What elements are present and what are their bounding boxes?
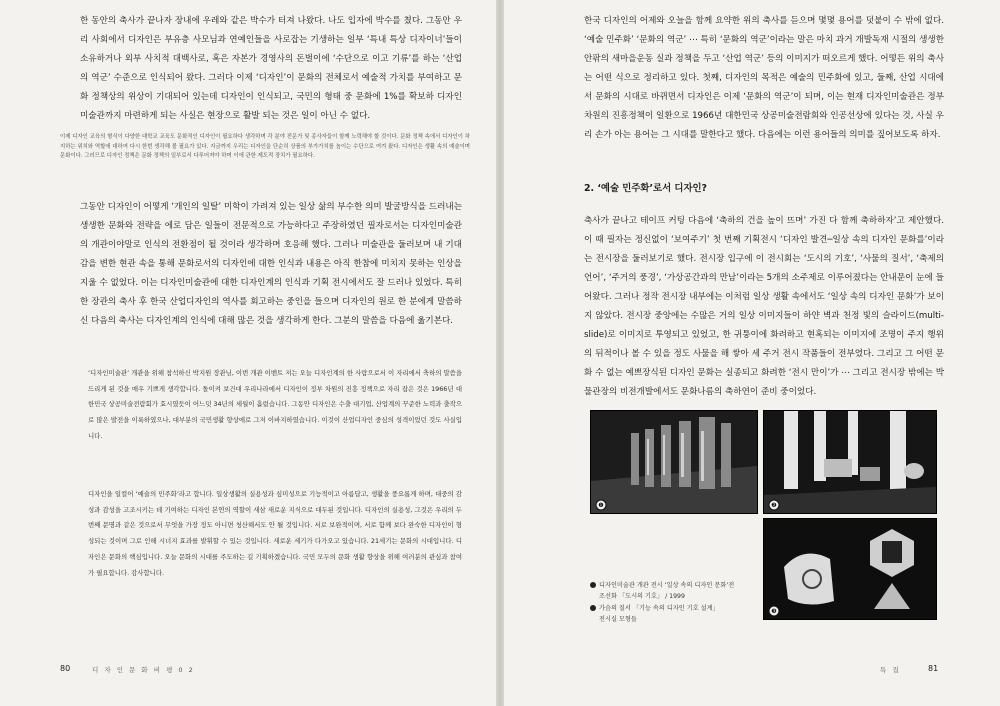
photo-1-illustration [591,411,757,513]
photo-3-number: ❸ [771,608,777,615]
left-quote-1: ‘디자인미술관’ 개관을 위해 참석하신 박지원 장관님, 이번 개관 이벤트 저는 오늘 디자인계의 한 사람으로서 이 자리에서 축하의 말씀을 드리게 된 것을 매우 기쁘게 생각합니다. 돌이켜 보건대 우리나라에서 디자인이 정부 차원의 진흥 정책으로 자리 잡은 것은 1966년 대한민국 상공미술전람회가 효시였듯이 어느덧 34년의 세월이 흘렀습니다. 그동안 디자인은 수출 대기업, 산업계의 꾸준한 노력과 출작으로 많은 발전을 이룩하였으나, 대부분의 국민생활 향상에로 그저 이바지하였습니다. 이것이 산업디자인 중심의 성격이었던 것도 사실입니다. [88,369,462,440]
right-body-paragraph: 축사가 끝나고 테이프 커팅 다음에 ‘축하의 건을 높이 뜨며’ 가진 다 함께 축하하자’고 제안했다. 이 때 필자는 정신없이 ‘보여주기’ 첫 번째 기획전시 ‘디자인 발견─일상 속의 디자인 문화를’이라는 전시장을 둘러보기로 했다. 전시장 입구에 이 전시회는 ‘도시의 기호’, ‘사물의 질서’, ‘축제의 언어’, ‘주거의 풍경’, ‘가상공간과의 만남’이라는 5개의 소주제로 이루어졌다는 안내문이 눈에 들어왔다. 그러나 정작 전시장 내부에는 이처럼 일상 생활 속에서도 ‘일상 속의 디자인 문화’가 보이지 않았다. 전시장 중앙에는 수많은 거의 일상 이미지들이 하얀 벽과 천정 빛의 슬라이드(multi-slide)로 이미지로 투영되고 있었고, 한 귀퉁이에 화려하고 현혹되는 이미지에 조명이 주지 행위의 뒤적이나 볼 수 있을 정도 사물을 해 쌓아 세 주거 전시 작품들이 전부였다. 그리고 그 어떤 문화 수 없는 예쁘장식된 디자인 문화는 실종되고 화려한 ‘전시 만이’가 ⋯ 그리고 전시장 밖에는 박물관장의 비전개발에서도 문화나름의 축하연이 준비 중이었다. [584,216,944,397]
left-intro-paragraph: 한 동안의 축사가 끝나자 장내에 우레와 같은 박수가 터져 나왔다. 나도 입자에 박수를 쳤다. 그동안 우리 사회에서 디자인은 부유층 사모님과 연예인들을 사로잡는 기생하는 일부 ‘특내 특상 디자이너’들이 소유하거나 외부 사치적 대백사로, 혹은 자본가 경영사의 돈벌이에 ‘수단으로 이고 기류’를 하는 ‘산업의 역군’ 수준으로 인식되어 왔다. 그러다 이제 ‘디자인’이 문화의 전체로서 예술적 가치를 부여하고 문화 정책상의 위상이 기대되어 있는데 디자인이 인식되고, 국민의 형태 중 문화에 1%를 확보하 디자인미술관까지 마련하게 되는 사실은 현장으로 활발 되는 것은 일이 아닌 수 없다. [80,16,462,121]
right-intro-paragraph: 한국 디자인의 어제와 오늘을 함께 요약한 위의 축사를 듣으며 몇몇 용어를 덧붙이 수 밖에 없다. ‘예술 민주화’ ‘문화의 역군’ ⋯ 특히 ‘문화의 역군’이라는 말은 마치 과거 개발독재 시절의 생생한 안팎의 새마을운동 실과 정책을 두고 ‘산업 역군’ 등의 이미지가 떠오르게 했다. 어떻든 위의 축사는 어떤 식으로 정리하고 있다. 첫째, 디자인의 목적은 예술의 민주화에 있고, 둘째, 산업 시대에서 문화의 시대로 바뀌면서 디자인은 이제 ‘문화의 역군’이 되며, 이는 현재 디자인미술관은 정부 차원의 진흥정책이 일환으로 1966년 대한민국 상공미술전람회와 인공선상에 있다는 것, 사실 우리 손가 아는 용어는 그 시대를 말한다고 했다. 다음에는 이런 용어들의 의미를 짚어보도록 하자. [584,16,944,140]
right-page [500,0,1000,706]
right-running-head: 특 집 [880,666,901,674]
photo-2-number: ❷ [771,502,777,509]
photo-1-number: ❶ [598,502,604,509]
section-heading: 2. ‘예술 민주화’로서 디자인? [584,183,708,194]
caption-2-text: 가슴의 질서 「기능 속의 디자인 기호 설계」 [599,605,719,612]
caption-1-text: 디자인미술관 개관 전시 ‘일상 속의 디자인 문화’전 [599,582,735,589]
photo-2-illustration [764,411,936,513]
exhibition-photo-3 [763,518,937,620]
left-running-head: 디 자 인 문 화 비 평 0 2 [92,666,195,674]
caption-1-sub: 조선화 「도시의 기호」 / 1999 [599,593,685,600]
left-quote-2: 디자인을 일컬어 ‘예술의 민주화’라고 합니다. 일상생활의 실용성과 심미성으로 기능적이고 아름답고, 생활을 풍요롭게 하며, 대중의 감성과 감성을 고조시키는 데 기여하는 디자인 본연의 역할이 새삼 새로운 지식으로 대두된 것입니다. 디자인의 실용성, 그것은 우리의 두 번째 문명과 같은 것으로서 무엇을 가장 정도 아니면 청산해서도 안 될 것입니다. 서로 보완적이며, 서로 함께 보다 완숙한 디자인이 형성되는 것이며 그로 인해 시너지 효과를 발휘할 수 있는 것입니다. 새로운 세기가 다가오고 있습니다. 21세기는 문화의 시대입니다. 디자인은 문화의 핵심입니다. 오늘 문화의 시대를 주도하는 길 기획하겠습니다. 국민 모두의 문화 생활 향상을 위해 여러분의 관심과 참여가 필요합니다. 감사합니다. [88,490,462,577]
left-page-number: 80 [60,664,71,673]
bullet-icon [590,582,596,588]
caption-2-sub: 전시실 모형들 [599,616,637,623]
bullet-icon [590,605,596,611]
left-body-paragraph: 그동안 디자인이 어떻게 ‘개인의 일탈’ 미학이 가려져 있는 일상 삶의 부수한 의미 발굴방식을 드러내는 생생한 문화와 전략을 에로 담은 일들이 전문적으로 가능하다고 주장하였던 필자로서는 디자인미술관의 개관이야말로 인식의 전환점이 될 것이라 생각하며 호응해 했다. 그러나 미술관을 둘러보며 내 기대감을 변한 현관 속을 통해 문화로서의 디자인에 대한 인식과 내용은 아직 한참에 미치지 못하는 인상을 지울 수 없었다. 이는 디자인미술관에 대한 디자인계의 인식과 기획 전시에서도 잘 드러나 있었다. 특히 한 장관의 축사 후 한국 산업디자인의 역사를 회고하는 중인을 들으며 디자인의 원로 한 분에게 말씀하신 다음의 축사는 디자인계의 인식에 대해 많은 것을 생각하게 한다. 그분의 말씀을 다음에 옮기본다. [80,202,462,326]
photo-3-illustration [764,519,936,619]
caption-1 [590,580,756,602]
exhibition-photo-2 [763,410,937,514]
exhibition-photo-1 [590,410,758,514]
right-page-number: 81 [928,664,939,673]
caption-2 [590,603,756,625]
left-fine-print: 이제 디자인 교육의 형식이 다양한 대학교 교육도 문화적인 디자인이 필요하다 생각하며 각 분야 전문가 및 종사자들이 함께 노력해야 할 것이다. 문화 정책 속에서 디자인이 차지하는 위치와 역할에 대하여 다시 한번 생각해 볼 필요가 있다. 지금까지 우리는 디자인을 단순히 상품의 부가가치를 높이는 수단으로 여겨 왔다. 디자인은 생활 속의 예술이며 문화이다. 그러므로 디자인 정책은 문화 정책의 일부로서 다루어져야 하며 이에 관한 제도적 장치가 필요하다. [60,134,470,159]
